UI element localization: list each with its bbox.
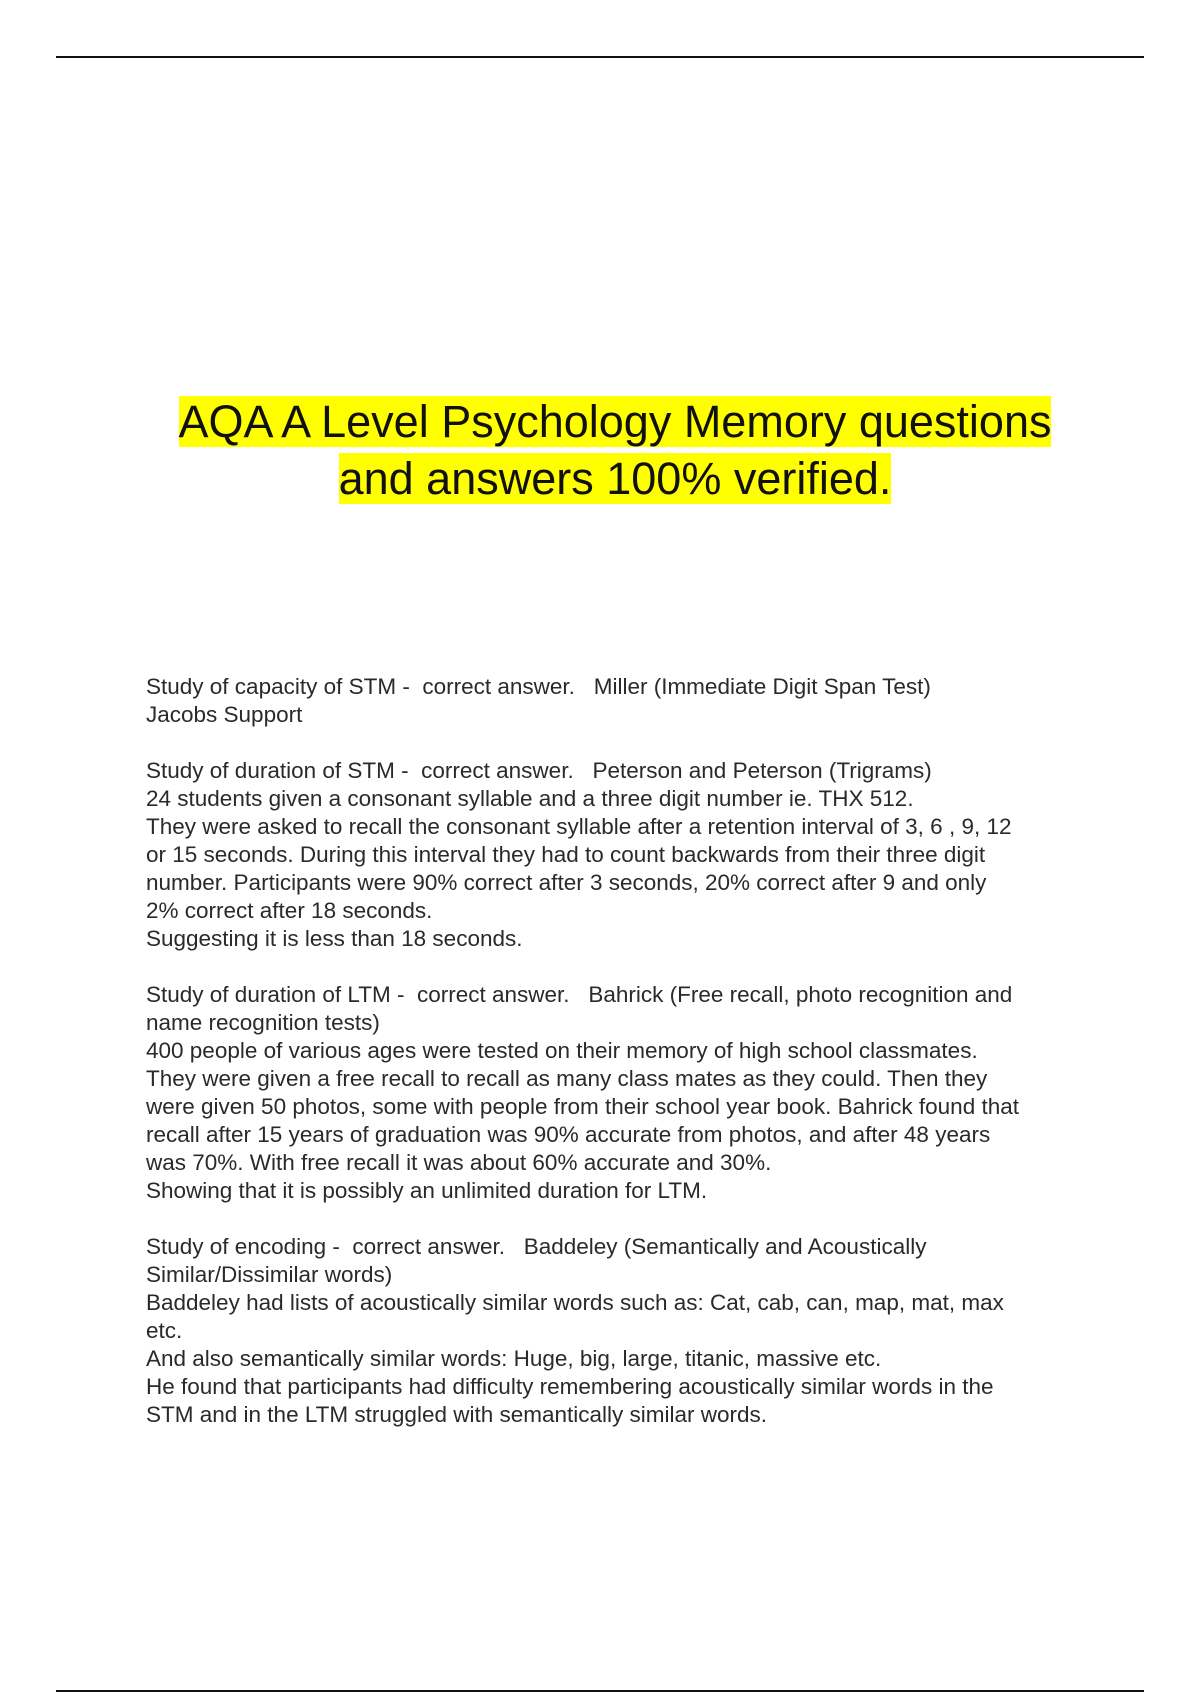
answer-line: Baddeley (Semantically and Acoustically [523, 1234, 927, 1259]
top-rule [56, 56, 1144, 58]
answer-line: or 15 seconds. During this interval they had to count backwards from their three digit [146, 842, 986, 867]
answer-line: STM and in the LTM struggled with semantically similar words. [146, 1402, 768, 1427]
answer-line: etc. [146, 1318, 183, 1343]
document-title [140, 393, 1090, 507]
answer-line: 2% correct after 18 seconds. [146, 898, 433, 923]
title-line-1: AQA A Level Psychology Memory questions [178, 396, 1052, 447]
answer-line: They were asked to recall the consonant syllable after a retention interval of 3, 6 , 9, 12 [146, 814, 1012, 839]
qa-first-line [146, 673, 1096, 701]
answer-label: correct answer. [421, 758, 574, 783]
answer-line: were given 50 photos, some with people from their school year book. Bahrick found that [146, 1094, 1019, 1119]
answer-line: They were given a free recall to recall as many class mates as they could. Then they [146, 1066, 988, 1091]
answer-label: correct answer. [422, 674, 575, 699]
title-line-2: and answers 100% verified. [338, 453, 892, 504]
answer-line: name recognition tests) [146, 1010, 380, 1035]
qa-first-line [146, 757, 1096, 785]
answer-line: 24 students given a consonant syllable and a three digit number ie. THX 512. [146, 786, 914, 811]
qa-first-line [146, 981, 1096, 1009]
qa-entry [146, 1233, 1096, 1429]
question-list [146, 673, 1096, 1457]
answer-label: correct answer. [352, 1234, 505, 1259]
answer-line: was 70%. With free recall it was about 60% accurate and 30%. [146, 1150, 772, 1175]
qa-entry [146, 673, 1096, 729]
qa-entry [146, 981, 1096, 1205]
question-text: Study of duration of STM - [146, 758, 409, 783]
bottom-rule [56, 1690, 1144, 1692]
answer-line: Suggesting it is less than 18 seconds. [146, 926, 523, 951]
answer-line: Jacobs Support [146, 702, 303, 727]
answer-line: And also semantically similar words: Huge, big, large, titanic, massive etc. [146, 1346, 882, 1371]
answer-line: Peterson and Peterson (Trigrams) [592, 758, 932, 783]
answer-line: Baddeley had lists of acoustically similar words such as: Cat, cab, can, map, mat, max [146, 1290, 1004, 1315]
answer-line: 400 people of various ages were tested on their memory of high school classmates. [146, 1038, 978, 1063]
question-text: Study of encoding - [146, 1234, 340, 1259]
qa-first-line [146, 1233, 1096, 1261]
question-text: Study of duration of LTM - [146, 982, 405, 1007]
answer-line: recall after 15 years of graduation was 90% accurate from photos, and after 48 years [146, 1122, 991, 1147]
qa-entry [146, 757, 1096, 953]
question-text: Study of capacity of STM - [146, 674, 410, 699]
answer-line: number. Participants were 90% correct after 3 seconds, 20% correct after 9 and only [146, 870, 987, 895]
answer-label: correct answer. [416, 982, 570, 1007]
answer-line: Showing that it is possibly an unlimited duration for LTM. [146, 1178, 708, 1203]
answer-line: He found that participants had difficulty remembering acoustically similar words in the [146, 1374, 994, 1399]
answer-line: Similar/Dissimilar words) [146, 1262, 393, 1287]
answer-line: Miller (Immediate Digit Span Test) [593, 674, 931, 699]
answer-line: Bahrick (Free recall, photo recognition and [588, 982, 1013, 1007]
